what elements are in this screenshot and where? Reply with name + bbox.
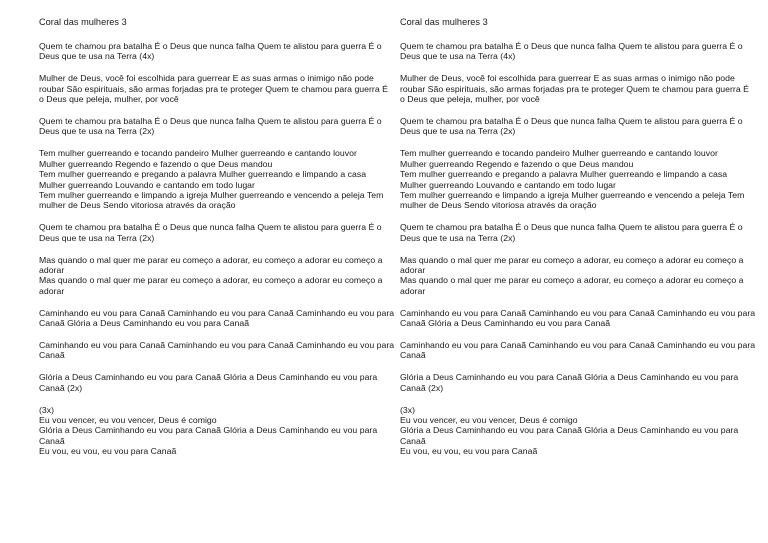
lyrics-line: Quem te chamou pra batalha É o Deus que nunca falha Quem te alistou para guerra É o Deus que te usa na Terra (2x) [400,222,743,243]
lyrics-stanza [400,148,756,210]
song-title: Coral das mulheres 3 [39,17,127,27]
lyrics-line: Tem mulher guerreando e pregando a palavra Mulher guerreando e limpando a casa [400,169,728,180]
lyrics-stanza [39,372,395,393]
lyrics-stanza [39,73,395,104]
lyrics-line: Eu vou, eu vou, eu vou para Canaã [39,446,177,457]
lyrics-line: Eu vou vencer, eu vou vencer, Deus é comigo [39,415,217,426]
lyrics-line: Mulher guerreando Louvando e cantando em todo lugar [39,179,255,190]
lyrics-stanza [39,340,395,361]
lyrics-stanza [400,116,756,137]
lyrics-line: Eu vou, eu vou, eu vou para Canaã [400,446,538,457]
lyrics-stanza [400,308,756,329]
lyrics-line: Caminhando eu vou para Canaã Caminhando eu vou para Canaã Caminhando eu vou para Canaã [39,340,395,361]
song-title: Coral das mulheres 3 [400,17,488,27]
lyrics-line: Glória a Deus Caminhando eu vou para Canaã Glória a Deus Caminhando eu vou para Canaã [400,425,739,446]
lyrics-line: Glória a Deus Caminhando eu vou para Canaã Glória a Deus Caminhando eu vou para Canaã [39,425,378,446]
lyrics-line: Tem mulher guerreando e tocando pandeiro Mulher guerreando e cantando louvor [39,148,357,159]
lyrics-line: Mulher de Deus, você foi escolhida para guerrear E as suas armas o inimigo não pode roubar São espirituais, são armas forjadas pra te proteger Quem te chamou para guerra É o Deus que peleja, mulher, por você [400,73,749,105]
lyrics-line: Mas quando o mal quer me parar eu começo a adorar, eu começo a adorar eu começo a adorar [39,275,383,296]
lyrics-line: Quem te chamou pra batalha É o Deus que nunca falha Quem te alistou para guerra É o Deus que te usa na Terra (2x) [39,222,382,243]
lyrics-stanza [39,255,395,297]
lyrics-stanza [39,405,395,457]
lyrics-blocks [400,41,756,457]
lyrics-stanza [400,255,756,297]
lyrics-stanza [39,148,395,210]
lyrics-line: Mulher guerreando Regendo e fazendo o que Deus mandou [39,158,273,169]
lyrics-line: Mulher guerreando Regendo e fazendo o que Deus mandou [400,158,634,169]
lyrics-line: (3x) [400,404,416,415]
lyrics-line: Caminhando eu vou para Canaã Caminhando eu vou para Canaã Caminhando eu vou para Canaã Glória a Deus Caminhando eu vou para Canaã [39,307,395,329]
lyrics-line: Mas quando o mal quer me parar eu começo a adorar, eu começo a adorar eu começo a adorar [400,254,744,275]
lyrics-line: (3x) [39,404,55,415]
lyrics-line: Tem mulher guerreando e limpando a igreja Mulher guerreando e vencendo a peleja Tem mulher de Deus Sendo vitoriosa através da oração [400,189,745,211]
lyrics-line: Tem mulher guerreando e pregando a palavra Mulher guerreando e limpando a casa [39,169,367,180]
lyrics-line: Quem te chamou pra batalha É o Deus que nunca falha Quem te alistou para guerra É o Deus que te usa na Terra (4x) [400,41,743,62]
lyrics-stanza [39,41,395,62]
lyrics-line: Quem te chamou pra batalha É o Deus que nunca falha Quem te alistou para guerra É o Deus que te usa na Terra (4x) [39,41,382,62]
lyrics-stanza [400,73,756,104]
lyrics-line: Glória a Deus Caminhando eu vou para Canaã Glória a Deus Caminhando eu vou para Canaã (2x) [39,372,378,393]
lyrics-stanza [39,222,395,243]
lyrics-column-right [400,17,756,468]
lyrics-stanza [400,405,756,457]
lyrics-line: Caminhando eu vou para Canaã Caminhando eu vou para Canaã Caminhando eu vou para Canaã Glória a Deus Caminhando eu vou para Canaã [400,307,756,329]
lyrics-stanza [39,116,395,137]
lyrics-line: Mas quando o mal quer me parar eu começo a adorar, eu começo a adorar eu começo a adorar [400,275,744,296]
lyrics-stanza [400,372,756,393]
lyrics-line: Eu vou vencer, eu vou vencer, Deus é comigo [400,415,578,426]
lyrics-line: Quem te chamou pra batalha É o Deus que nunca falha Quem te alistou para guerra É o Deus que te usa na Terra (2x) [400,116,743,137]
lyrics-line: Mas quando o mal quer me parar eu começo a adorar, eu começo a adorar eu começo a adorar [39,254,383,275]
lyrics-line: Quem te chamou pra batalha É o Deus que nunca falha Quem te alistou para guerra É o Deus que te usa na Terra (2x) [39,116,382,137]
lyrics-stanza [400,340,756,361]
lyrics-stanza [400,222,756,243]
lyrics-line: Caminhando eu vou para Canaã Caminhando eu vou para Canaã Caminhando eu vou para Canaã [400,340,756,361]
lyrics-column-left [39,17,395,468]
lyrics-stanza [400,41,756,62]
lyrics-blocks [39,41,395,457]
lyrics-line: Glória a Deus Caminhando eu vou para Canaã Glória a Deus Caminhando eu vou para Canaã (2x) [400,372,739,393]
lyrics-line: Mulher de Deus, você foi escolhida para guerrear E as suas armas o inimigo não pode roubar São espirituais, são armas forjadas pra te proteger Quem te chamou para guerra É o Deus que peleja, mulher, por você [39,73,388,105]
lyrics-line: Mulher guerreando Louvando e cantando em todo lugar [400,179,616,190]
lyrics-line: Tem mulher guerreando e limpando a igreja Mulher guerreando e vencendo a peleja Tem mulher de Deus Sendo vitoriosa através da oração [39,189,384,211]
lyrics-stanza [39,308,395,329]
lyrics-line: Tem mulher guerreando e tocando pandeiro Mulher guerreando e cantando louvor [400,148,718,159]
